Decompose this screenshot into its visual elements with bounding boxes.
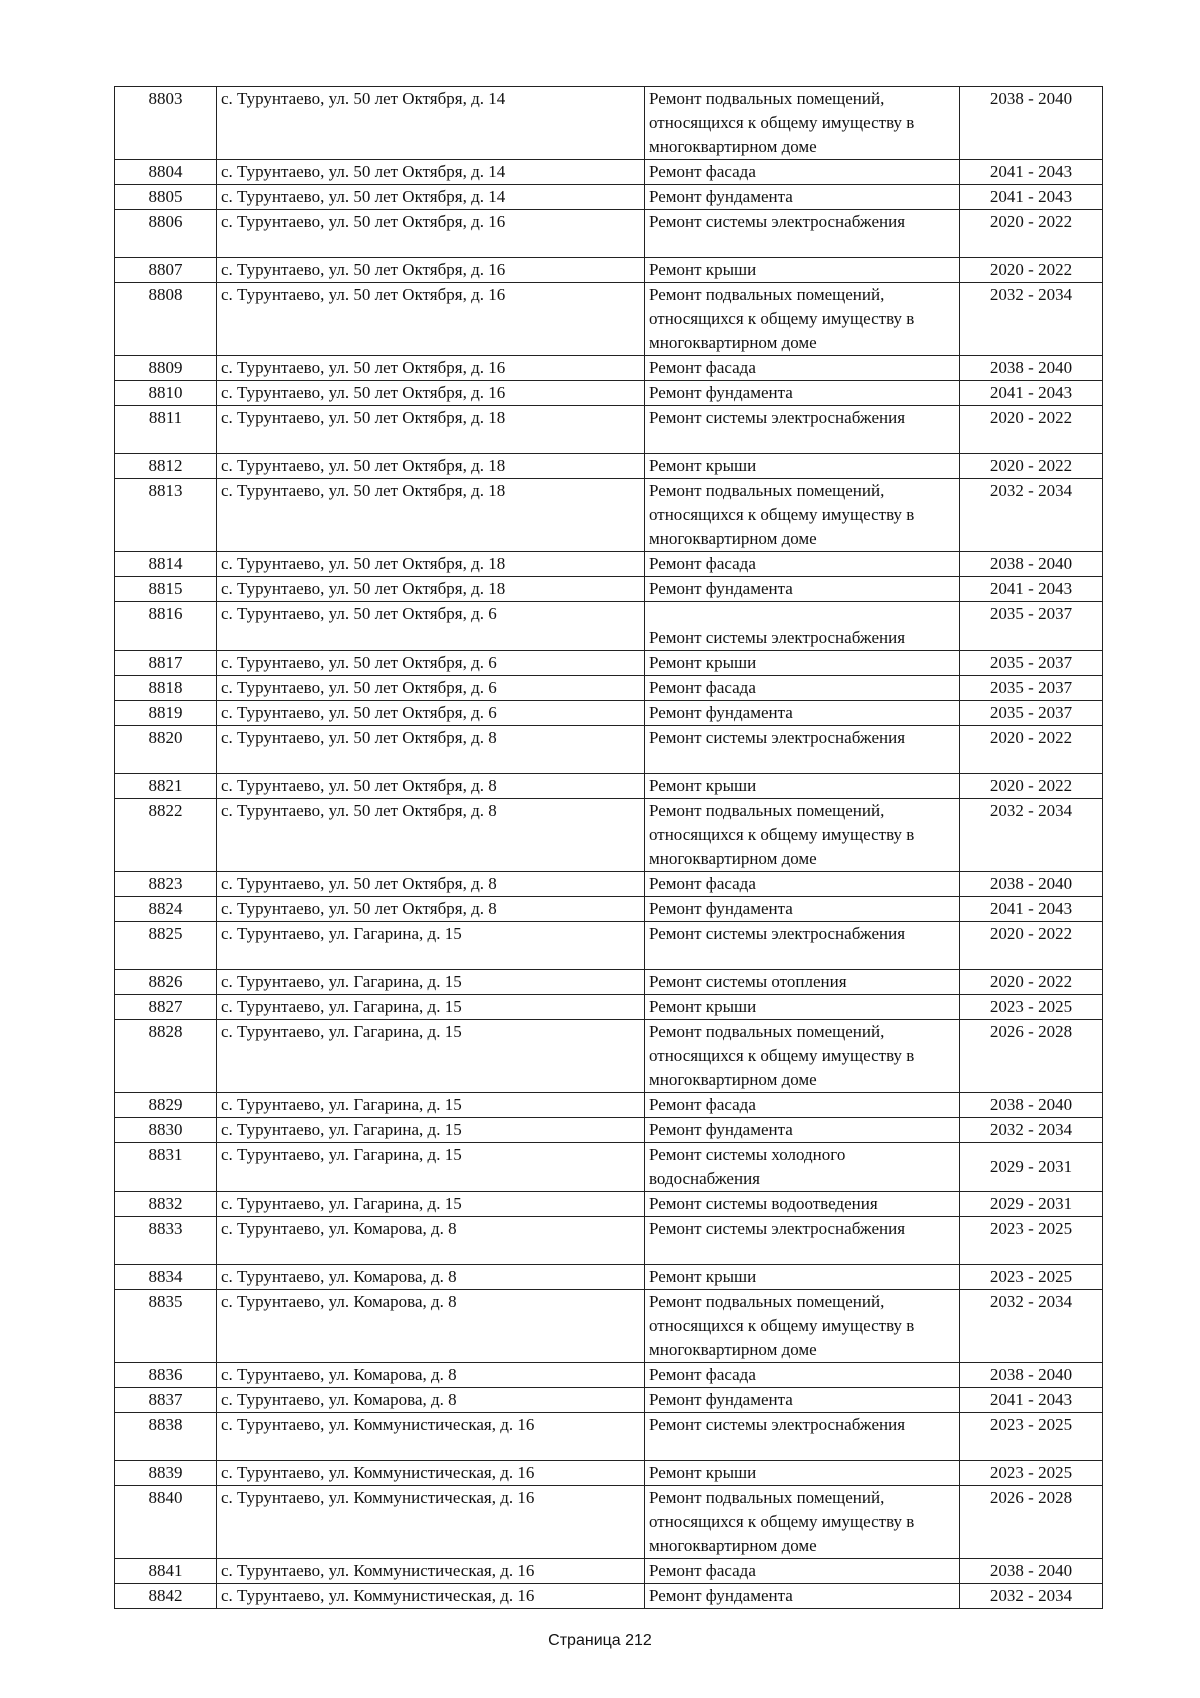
row-number: 8834 bbox=[115, 1265, 217, 1290]
work-type-cell: Ремонт подвальных помещений, относящихся к общему имуществу в многоквартирном доме bbox=[645, 1020, 960, 1093]
table-row bbox=[115, 1265, 1103, 1290]
table-row bbox=[115, 1020, 1103, 1093]
row-number: 8842 bbox=[115, 1584, 217, 1609]
years-cell: 2020 - 2022 bbox=[960, 406, 1103, 454]
row-number: 8814 bbox=[115, 552, 217, 577]
years-cell: 2041 - 2043 bbox=[960, 381, 1103, 406]
work-type-cell: Ремонт системы холодного водоснабжения bbox=[645, 1143, 960, 1192]
years-cell: 2032 - 2034 bbox=[960, 1290, 1103, 1363]
work-type-cell: Ремонт крыши bbox=[645, 774, 960, 799]
work-type-cell: Ремонт фундамента bbox=[645, 701, 960, 726]
years-cell: 2020 - 2022 bbox=[960, 454, 1103, 479]
table-row bbox=[115, 676, 1103, 701]
table-row bbox=[115, 381, 1103, 406]
years-cell: 2038 - 2040 bbox=[960, 356, 1103, 381]
work-type-cell: Ремонт крыши bbox=[645, 995, 960, 1020]
years-cell: 2035 - 2037 bbox=[960, 651, 1103, 676]
row-number: 8803 bbox=[115, 87, 217, 160]
row-number: 8806 bbox=[115, 210, 217, 258]
row-number: 8807 bbox=[115, 258, 217, 283]
work-type-cell: Ремонт подвальных помещений, относящихся к общему имуществу в многоквартирном доме bbox=[645, 1486, 960, 1559]
address-cell: с. Турунтаево, ул. 50 лет Октября, д. 16 bbox=[217, 210, 645, 258]
table-row bbox=[115, 258, 1103, 283]
table-row bbox=[115, 1413, 1103, 1461]
address-cell: с. Турунтаево, ул. 50 лет Октября, д. 8 bbox=[217, 799, 645, 872]
address-cell: с. Турунтаево, ул. 50 лет Октября, д. 8 bbox=[217, 774, 645, 799]
row-number: 8841 bbox=[115, 1559, 217, 1584]
address-cell: с. Турунтаево, ул. 50 лет Октября, д. 8 bbox=[217, 872, 645, 897]
table-row bbox=[115, 872, 1103, 897]
years-cell: 2020 - 2022 bbox=[960, 922, 1103, 970]
row-number: 8832 bbox=[115, 1192, 217, 1217]
address-cell: с. Турунтаево, ул. Комарова, д. 8 bbox=[217, 1217, 645, 1265]
row-number: 8805 bbox=[115, 185, 217, 210]
address-cell: с. Турунтаево, ул. 50 лет Октября, д. 18 bbox=[217, 406, 645, 454]
years-cell: 2026 - 2028 bbox=[960, 1020, 1103, 1093]
work-type-cell: Ремонт подвальных помещений, относящихся к общему имуществу в многоквартирном доме bbox=[645, 799, 960, 872]
work-type-cell: Ремонт подвальных помещений, относящихся к общему имуществу в многоквартирном доме bbox=[645, 283, 960, 356]
years-cell: 2032 - 2034 bbox=[960, 283, 1103, 356]
row-number: 8821 bbox=[115, 774, 217, 799]
years-cell: 2020 - 2022 bbox=[960, 258, 1103, 283]
work-type-cell: Ремонт системы электроснабжения bbox=[645, 210, 960, 258]
address-cell: с. Турунтаево, ул. Коммунистическая, д. 16 bbox=[217, 1413, 645, 1461]
work-type-cell: Ремонт фундамента bbox=[645, 577, 960, 602]
row-number: 8813 bbox=[115, 479, 217, 552]
years-cell: 2038 - 2040 bbox=[960, 1559, 1103, 1584]
table-row bbox=[115, 1486, 1103, 1559]
address-cell: с. Турунтаево, ул. Гагарина, д. 15 bbox=[217, 1192, 645, 1217]
years-cell: 2023 - 2025 bbox=[960, 995, 1103, 1020]
years-cell: 2020 - 2022 bbox=[960, 774, 1103, 799]
row-number: 8836 bbox=[115, 1363, 217, 1388]
years-cell: 2038 - 2040 bbox=[960, 1363, 1103, 1388]
table-row bbox=[115, 1143, 1103, 1192]
work-type-cell: Ремонт системы электроснабжения bbox=[645, 406, 960, 454]
address-cell: с. Турунтаево, ул. 50 лет Октября, д. 8 bbox=[217, 726, 645, 774]
table-row bbox=[115, 479, 1103, 552]
row-number: 8835 bbox=[115, 1290, 217, 1363]
row-number: 8828 bbox=[115, 1020, 217, 1093]
address-cell: с. Турунтаево, ул. Коммунистическая, д. 16 bbox=[217, 1461, 645, 1486]
row-number: 8831 bbox=[115, 1143, 217, 1192]
table-row bbox=[115, 970, 1103, 995]
years-cell: 2035 - 2037 bbox=[960, 701, 1103, 726]
table-row bbox=[115, 602, 1103, 651]
row-number: 8833 bbox=[115, 1217, 217, 1265]
work-type-cell: Ремонт системы отопления bbox=[645, 970, 960, 995]
work-type-cell: Ремонт подвальных помещений, относящихся к общему имуществу в многоквартирном доме bbox=[645, 479, 960, 552]
row-number: 8818 bbox=[115, 676, 217, 701]
row-number: 8838 bbox=[115, 1413, 217, 1461]
address-cell: с. Турунтаево, ул. 50 лет Октября, д. 16 bbox=[217, 283, 645, 356]
table-row bbox=[115, 922, 1103, 970]
address-cell: с. Турунтаево, ул. Комарова, д. 8 bbox=[217, 1265, 645, 1290]
row-number: 8819 bbox=[115, 701, 217, 726]
years-cell: 2023 - 2025 bbox=[960, 1265, 1103, 1290]
row-number: 8804 bbox=[115, 160, 217, 185]
row-number: 8817 bbox=[115, 651, 217, 676]
table-row bbox=[115, 1290, 1103, 1363]
table-row bbox=[115, 1584, 1103, 1609]
years-cell: 2038 - 2040 bbox=[960, 1093, 1103, 1118]
address-cell: с. Турунтаево, ул. Гагарина, д. 15 bbox=[217, 1118, 645, 1143]
work-type-cell: Ремонт фундамента bbox=[645, 1118, 960, 1143]
address-cell: с. Турунтаево, ул. Коммунистическая, д. 16 bbox=[217, 1486, 645, 1559]
row-number: 8811 bbox=[115, 406, 217, 454]
address-cell: с. Турунтаево, ул. 50 лет Октября, д. 16 bbox=[217, 356, 645, 381]
work-type-cell: Ремонт фасада bbox=[645, 1559, 960, 1584]
work-type-cell: Ремонт фундамента bbox=[645, 897, 960, 922]
table-row bbox=[115, 283, 1103, 356]
years-cell: 2035 - 2037 bbox=[960, 602, 1103, 651]
row-number: 8824 bbox=[115, 897, 217, 922]
work-type-cell: Ремонт подвальных помещений, относящихся к общему имуществу в многоквартирном доме bbox=[645, 1290, 960, 1363]
work-type-cell: Ремонт фундамента bbox=[645, 1584, 960, 1609]
table-row bbox=[115, 799, 1103, 872]
address-cell: с. Турунтаево, ул. 50 лет Октября, д. 18 bbox=[217, 479, 645, 552]
years-cell: 2020 - 2022 bbox=[960, 970, 1103, 995]
work-type-cell: Ремонт системы электроснабжения bbox=[645, 602, 960, 651]
years-cell: 2041 - 2043 bbox=[960, 185, 1103, 210]
table-row bbox=[115, 701, 1103, 726]
work-type-cell: Ремонт системы электроснабжения bbox=[645, 726, 960, 774]
table-row bbox=[115, 552, 1103, 577]
table-row bbox=[115, 995, 1103, 1020]
work-type-cell: Ремонт системы водоотведения bbox=[645, 1192, 960, 1217]
table-row bbox=[115, 160, 1103, 185]
years-cell: 2038 - 2040 bbox=[960, 872, 1103, 897]
row-number: 8825 bbox=[115, 922, 217, 970]
years-cell: 2023 - 2025 bbox=[960, 1413, 1103, 1461]
years-cell: 2041 - 2043 bbox=[960, 897, 1103, 922]
address-cell: с. Турунтаево, ул. 50 лет Октября, д. 6 bbox=[217, 602, 645, 651]
work-type-cell: Ремонт фасада bbox=[645, 1093, 960, 1118]
years-cell: 2038 - 2040 bbox=[960, 87, 1103, 160]
years-cell: 2029 - 2031 bbox=[960, 1143, 1103, 1192]
table-row bbox=[115, 1363, 1103, 1388]
address-cell: с. Турунтаево, ул. Комарова, д. 8 bbox=[217, 1363, 645, 1388]
table-row bbox=[115, 774, 1103, 799]
work-type-cell: Ремонт крыши bbox=[645, 1265, 960, 1290]
table-row bbox=[115, 210, 1103, 258]
table-row bbox=[115, 1559, 1103, 1584]
table-row bbox=[115, 1461, 1103, 1486]
page-number: Страница 212 bbox=[548, 1632, 652, 1649]
work-type-cell: Ремонт крыши bbox=[645, 454, 960, 479]
address-cell: с. Турунтаево, ул. Гагарина, д. 15 bbox=[217, 922, 645, 970]
years-cell: 2038 - 2040 bbox=[960, 552, 1103, 577]
table-row bbox=[115, 897, 1103, 922]
table-row bbox=[115, 1118, 1103, 1143]
years-cell: 2035 - 2037 bbox=[960, 676, 1103, 701]
work-type-cell: Ремонт фасада bbox=[645, 356, 960, 381]
table-row bbox=[115, 406, 1103, 454]
row-number: 8816 bbox=[115, 602, 217, 651]
years-cell: 2041 - 2043 bbox=[960, 1388, 1103, 1413]
repair-schedule-table bbox=[114, 86, 1103, 1609]
work-type-cell: Ремонт фасада bbox=[645, 676, 960, 701]
years-cell: 2041 - 2043 bbox=[960, 577, 1103, 602]
address-cell: с. Турунтаево, ул. Гагарина, д. 15 bbox=[217, 1020, 645, 1093]
address-cell: с. Турунтаево, ул. 50 лет Октября, д. 14 bbox=[217, 87, 645, 160]
work-type-cell: Ремонт фундамента bbox=[645, 381, 960, 406]
address-cell: с. Турунтаево, ул. 50 лет Октября, д. 18 bbox=[217, 454, 645, 479]
row-number: 8812 bbox=[115, 454, 217, 479]
work-type-cell: Ремонт фасада bbox=[645, 160, 960, 185]
years-cell: 2023 - 2025 bbox=[960, 1217, 1103, 1265]
years-cell: 2032 - 2034 bbox=[960, 479, 1103, 552]
table-body bbox=[115, 87, 1103, 1609]
address-cell: с. Турунтаево, ул. Коммунистическая, д. 16 bbox=[217, 1584, 645, 1609]
row-number: 8827 bbox=[115, 995, 217, 1020]
table-row bbox=[115, 185, 1103, 210]
work-type-cell: Ремонт крыши bbox=[645, 258, 960, 283]
years-cell: 2032 - 2034 bbox=[960, 1584, 1103, 1609]
table-row bbox=[115, 454, 1103, 479]
address-cell: с. Турунтаево, ул. 50 лет Октября, д. 6 bbox=[217, 676, 645, 701]
address-cell: с. Турунтаево, ул. Комарова, д. 8 bbox=[217, 1290, 645, 1363]
address-cell: с. Турунтаево, ул. 50 лет Октября, д. 14 bbox=[217, 160, 645, 185]
work-type-cell: Ремонт фундамента bbox=[645, 1388, 960, 1413]
address-cell: с. Турунтаево, ул. 50 лет Октября, д. 6 bbox=[217, 651, 645, 676]
address-cell: с. Турунтаево, ул. 50 лет Октября, д. 6 bbox=[217, 701, 645, 726]
row-number: 8839 bbox=[115, 1461, 217, 1486]
years-cell: 2026 - 2028 bbox=[960, 1486, 1103, 1559]
table-row bbox=[115, 1093, 1103, 1118]
years-cell: 2023 - 2025 bbox=[960, 1461, 1103, 1486]
table-row bbox=[115, 356, 1103, 381]
row-number: 8809 bbox=[115, 356, 217, 381]
years-cell: 2041 - 2043 bbox=[960, 160, 1103, 185]
row-number: 8837 bbox=[115, 1388, 217, 1413]
address-cell: с. Турунтаево, ул. 50 лет Октября, д. 18 bbox=[217, 577, 645, 602]
row-number: 8823 bbox=[115, 872, 217, 897]
work-type-cell: Ремонт фундамента bbox=[645, 185, 960, 210]
table-row bbox=[115, 651, 1103, 676]
years-cell: 2032 - 2034 bbox=[960, 1118, 1103, 1143]
address-cell: с. Турунтаево, ул. Коммунистическая, д. 16 bbox=[217, 1559, 645, 1584]
table-row bbox=[115, 1217, 1103, 1265]
table-row bbox=[115, 1192, 1103, 1217]
row-number: 8808 bbox=[115, 283, 217, 356]
table-row bbox=[115, 726, 1103, 774]
table-row bbox=[115, 1388, 1103, 1413]
table-row bbox=[115, 577, 1103, 602]
address-cell: с. Турунтаево, ул. 50 лет Октября, д. 8 bbox=[217, 897, 645, 922]
work-type-cell: Ремонт фасада bbox=[645, 872, 960, 897]
work-type-cell: Ремонт системы электроснабжения bbox=[645, 922, 960, 970]
address-cell: с. Турунтаево, ул. 50 лет Октября, д. 16 bbox=[217, 258, 645, 283]
row-number: 8810 bbox=[115, 381, 217, 406]
work-type-cell: Ремонт подвальных помещений, относящихся к общему имуществу в многоквартирном доме bbox=[645, 87, 960, 160]
address-cell: с. Турунтаево, ул. 50 лет Октября, д. 16 bbox=[217, 381, 645, 406]
row-number: 8829 bbox=[115, 1093, 217, 1118]
address-cell: с. Турунтаево, ул. Гагарина, д. 15 bbox=[217, 995, 645, 1020]
address-cell: с. Турунтаево, ул. Комарова, д. 8 bbox=[217, 1388, 645, 1413]
work-type-cell: Ремонт фасада bbox=[645, 552, 960, 577]
row-number: 8820 bbox=[115, 726, 217, 774]
years-cell: 2020 - 2022 bbox=[960, 210, 1103, 258]
years-cell: 2032 - 2034 bbox=[960, 799, 1103, 872]
row-number: 8815 bbox=[115, 577, 217, 602]
row-number: 8822 bbox=[115, 799, 217, 872]
years-cell: 2020 - 2022 bbox=[960, 726, 1103, 774]
work-type-cell: Ремонт фасада bbox=[645, 1363, 960, 1388]
work-type-cell: Ремонт системы электроснабжения bbox=[645, 1217, 960, 1265]
table-row bbox=[115, 87, 1103, 160]
work-type-cell: Ремонт крыши bbox=[645, 1461, 960, 1486]
work-type-cell: Ремонт крыши bbox=[645, 651, 960, 676]
address-cell: с. Турунтаево, ул. Гагарина, д. 15 bbox=[217, 1093, 645, 1118]
address-cell: с. Турунтаево, ул. 50 лет Октября, д. 14 bbox=[217, 185, 645, 210]
address-cell: с. Турунтаево, ул. Гагарина, д. 15 bbox=[217, 1143, 645, 1192]
row-number: 8826 bbox=[115, 970, 217, 995]
address-cell: с. Турунтаево, ул. Гагарина, д. 15 bbox=[217, 970, 645, 995]
work-type-cell: Ремонт системы электроснабжения bbox=[645, 1413, 960, 1461]
row-number: 8840 bbox=[115, 1486, 217, 1559]
years-cell: 2029 - 2031 bbox=[960, 1192, 1103, 1217]
row-number: 8830 bbox=[115, 1118, 217, 1143]
address-cell: с. Турунтаево, ул. 50 лет Октября, д. 18 bbox=[217, 552, 645, 577]
